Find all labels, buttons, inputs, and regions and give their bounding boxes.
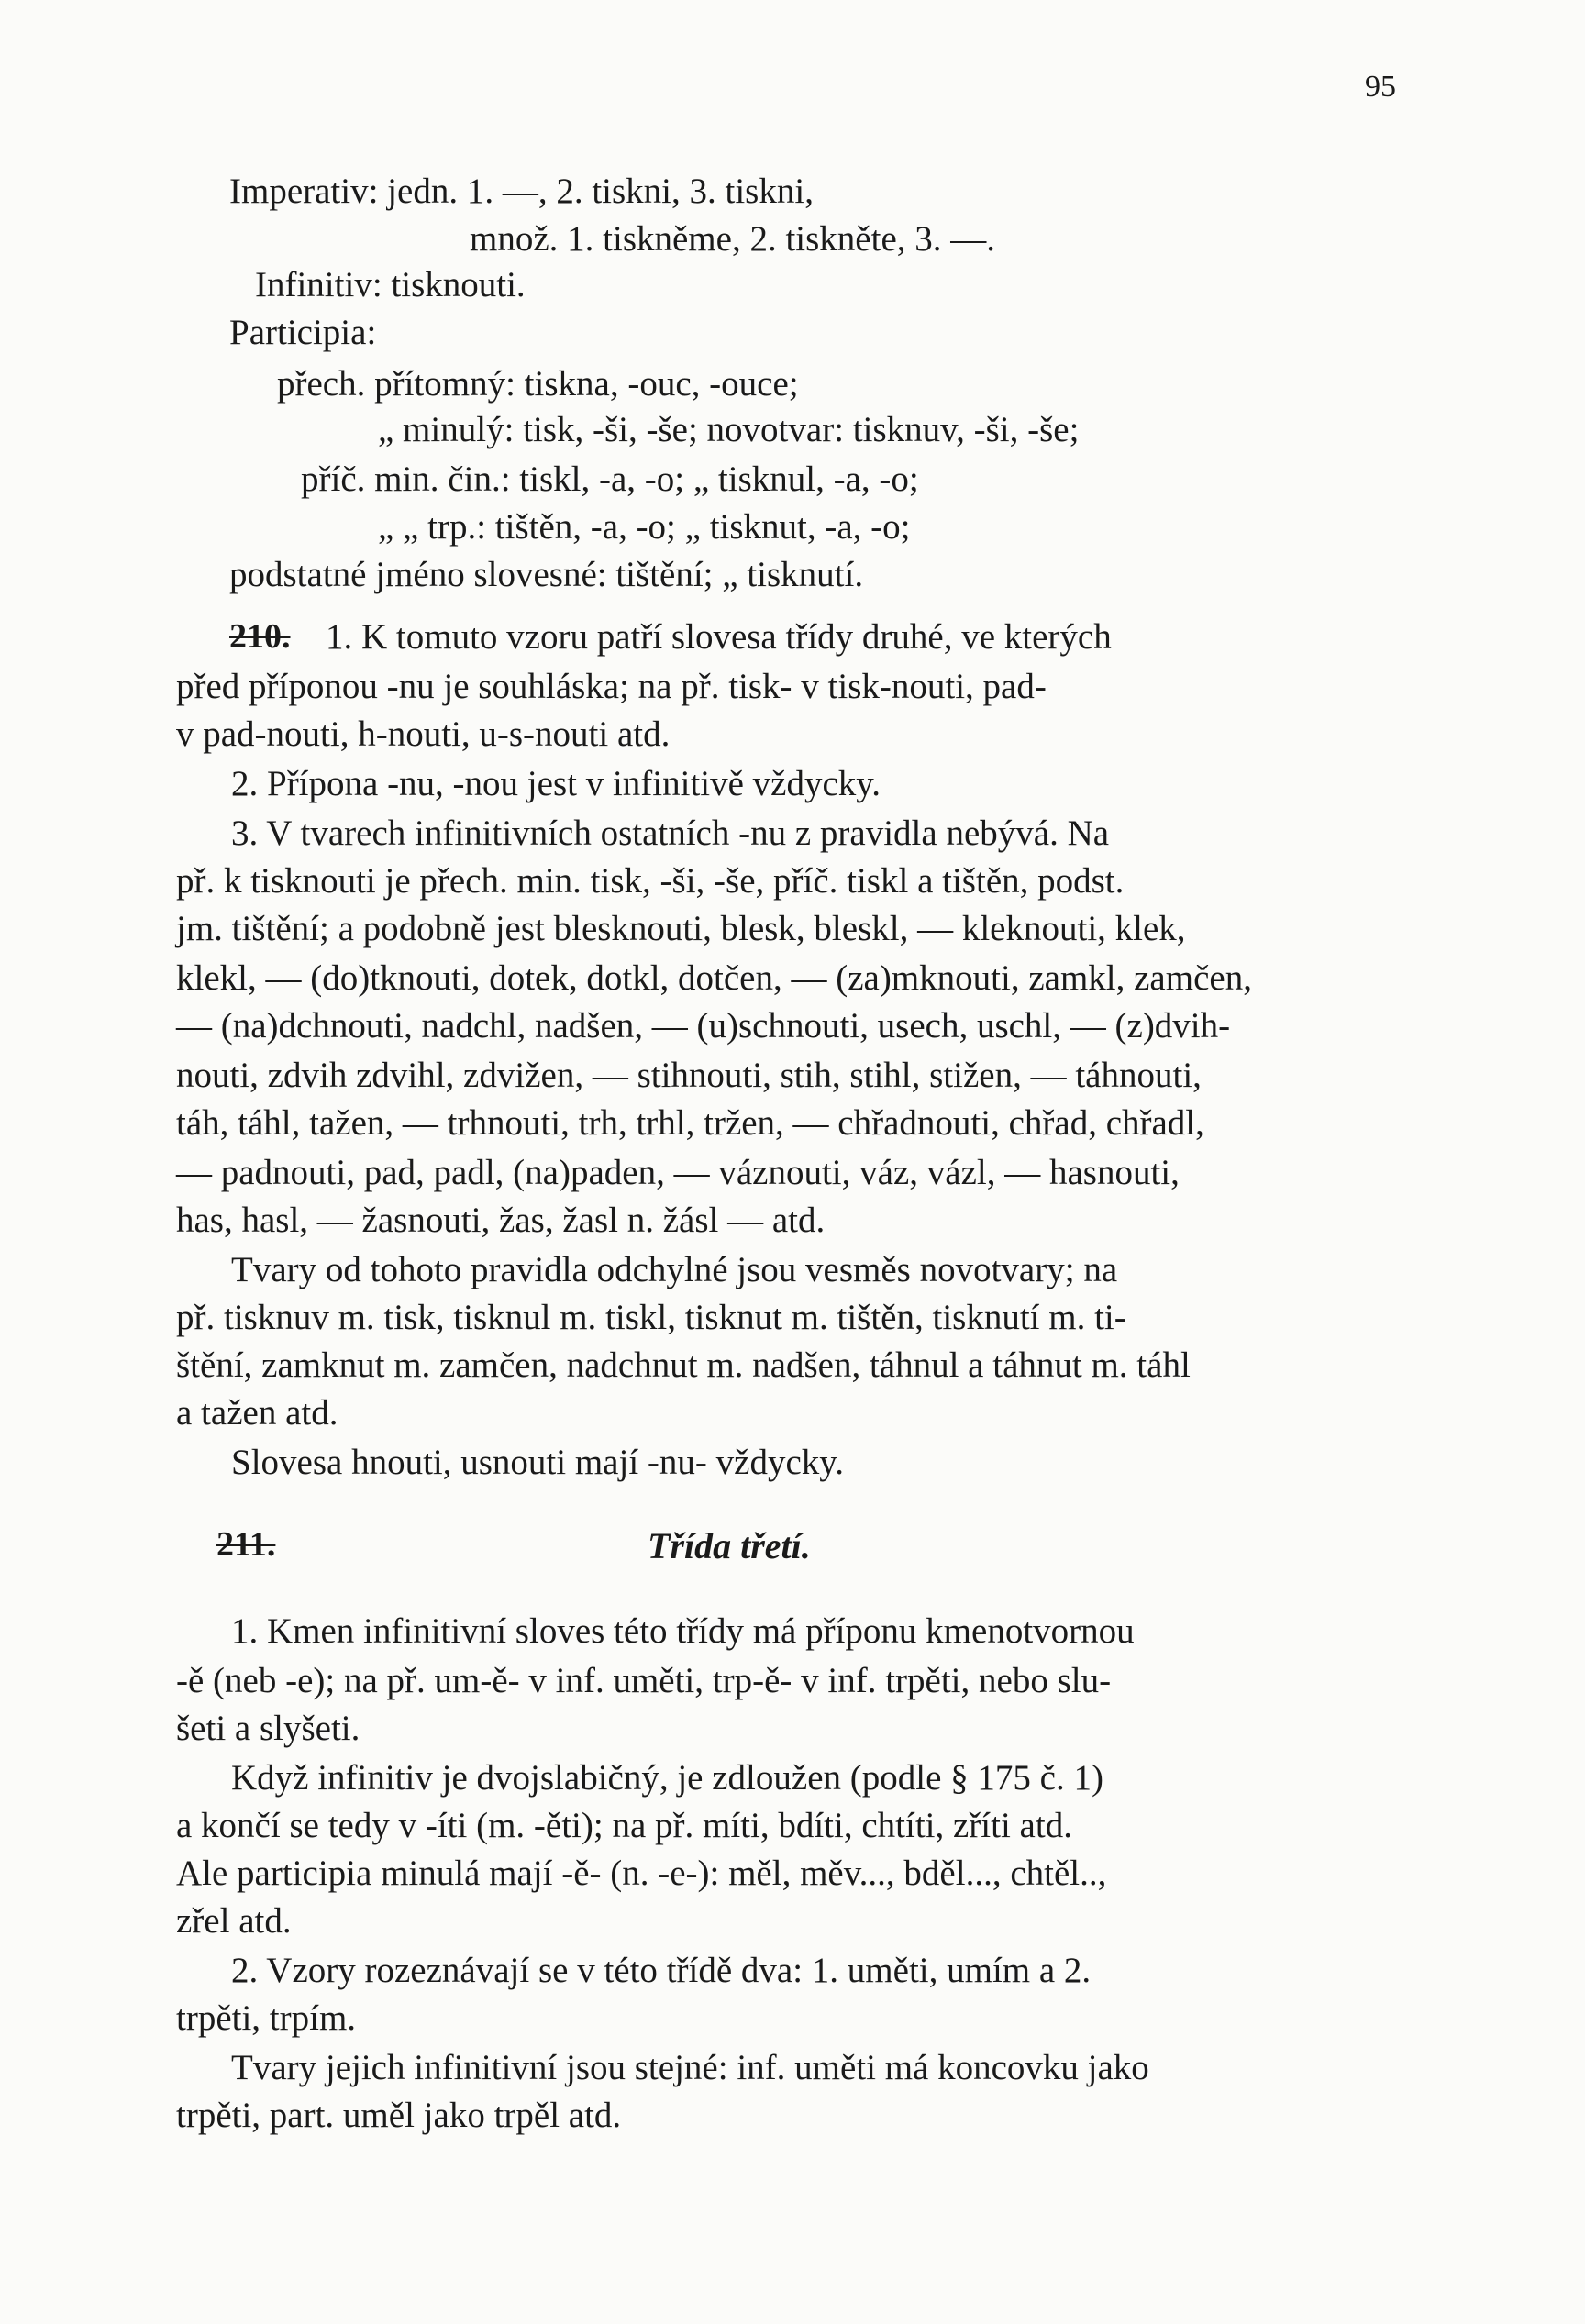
s211-line: 1. Kmen infinitivní sloves této třídy má příponu kmenotvornou xyxy=(231,1611,1135,1651)
s211-line: -ě (neb -e); na př. um-ě- v inf. uměti, trp-ě- v inf. trpěti, nebo slu- xyxy=(176,1661,1112,1700)
s210-line: — (na)dchnouti, nadchl, nadšen, — (u)schnouti, usech, uschl, — (z)dvih- xyxy=(176,1006,1231,1046)
section-210-number: 210. xyxy=(229,617,291,656)
s210-line: 3. V tvarech infinitivních ostatních -nu z pravidla nebývá. Na xyxy=(231,813,1110,853)
s210-line: v pad-nouti, h-nouti, u-s-nouti atd. xyxy=(176,714,671,754)
s210-line: klekl, — (do)tknouti, dotek, dotkl, dotčen, — (za)mknouti, zamkl, zamčen, xyxy=(176,958,1252,998)
conj-line-3: Infinitiv: tisknouti. xyxy=(255,265,526,304)
s210-line: nouti, zdvih zdvihl, zdvižen, — stihnouti, stih, stihl, stižen, — táhnouti, xyxy=(176,1056,1202,1095)
s211-line: a končí se tedy v -íti (m. -ěti); na př. míti, bdíti, chtíti, zříti atd. xyxy=(176,1806,1072,1845)
s210-line: 1. K tomuto vzoru patří slovesa třídy druhé, ve kterých xyxy=(326,617,1112,657)
conj-line-2: množ. 1. tiskněme, 2. tiskněte, 3. —. xyxy=(470,219,996,259)
s211-line: trpěti, part. uměl jako trpěl atd. xyxy=(176,2096,622,2135)
conj-line-5: přech. přítomný: tiskna, -ouc, -ouce; xyxy=(277,364,799,404)
s211-line: Ale participia minulá mají -ě- (n. -e-): měl, měv..., bděl..., chtěl.., xyxy=(176,1854,1107,1893)
s210-line: Slovesa hnouti, usnouti mají -nu- vždycky. xyxy=(231,1443,844,1482)
s210-line: táh, táhl, tažen, — trhnouti, trh, trhl, tržen, — chřadnouti, chřad, chřadl, xyxy=(176,1103,1204,1143)
s210-line: — padnouti, pad, padl, (na)paden, — váznouti, váz, vázl, — hasnouti, xyxy=(176,1153,1180,1192)
s210-line: a tažen atd. xyxy=(176,1393,338,1433)
page-number: 95 xyxy=(1365,70,1396,104)
conj-line-4: Participia: xyxy=(229,313,377,352)
s210-line: Tvary od tohoto pravidla odchylné jsou vesměs novotvary; na xyxy=(231,1250,1118,1289)
section-211-title: Třída třetí. xyxy=(648,1525,811,1566)
s210-line: has, hasl, — žasnouti, žas, žasl n. žásl — atd. xyxy=(176,1201,826,1240)
s210-line: př. k tisknouti je přech. min. tisk, -ši, -še, příč. tiskl a tištěn, podst. xyxy=(176,861,1125,901)
s211-line: trpěti, trpím. xyxy=(176,1998,357,2038)
conj-line-6: „ minulý: tisk, -ši, -še; novotvar: tisknuv, -ši, -še; xyxy=(378,410,1080,449)
s210-line: př. tisknuv m. tisk, tisknul m. tiskl, tisknut m. tištěn, tisknutí m. ti- xyxy=(176,1298,1126,1337)
s211-line: 2. Vzory rozeznávají se v této třídě dva: 1. uměti, umím a 2. xyxy=(231,1951,1092,1990)
conj-line-1: Imperativ: jedn. 1. —, 2. tiskni, 3. tiskni, xyxy=(229,172,814,211)
s211-line: Když infinitiv je dvojslabičný, je zdloužen (podle § 175 č. 1) xyxy=(231,1758,1103,1798)
s210-line: jm. tištění; a podobně jest blesknouti, blesk, bleskl, — kleknouti, klek, xyxy=(176,909,1186,948)
s211-line: Tvary jejich infinitivní jsou stejné: inf. uměti má koncovku jako xyxy=(231,2048,1149,2087)
conj-line-8: „ „ trp.: tištěn, -a, -o; „ tisknut, -a, -o; xyxy=(378,507,911,547)
s211-line: zřel atd. xyxy=(176,1901,292,1941)
s210-line: před příponou -nu je souhláska; na př. tisk- v tisk-nouti, pad- xyxy=(176,667,1047,706)
s211-line: šeti a slyšeti. xyxy=(176,1709,360,1748)
section-211-number: 211. xyxy=(216,1525,276,1564)
conj-line-7: příč. min. čin.: tiskl, -a, -o; „ tisknul, -a, -o; xyxy=(301,459,919,499)
conj-line-9: podstatné jméno slovesné: tištění; „ tisknutí. xyxy=(229,555,864,594)
s210-line: 2. Přípona -nu, -nou jest v infinitivě vždycky. xyxy=(231,764,881,803)
s210-line: štění, zamknut m. zamčen, nadchnut m. nadšen, táhnul a táhnut m. táhl xyxy=(176,1345,1191,1385)
